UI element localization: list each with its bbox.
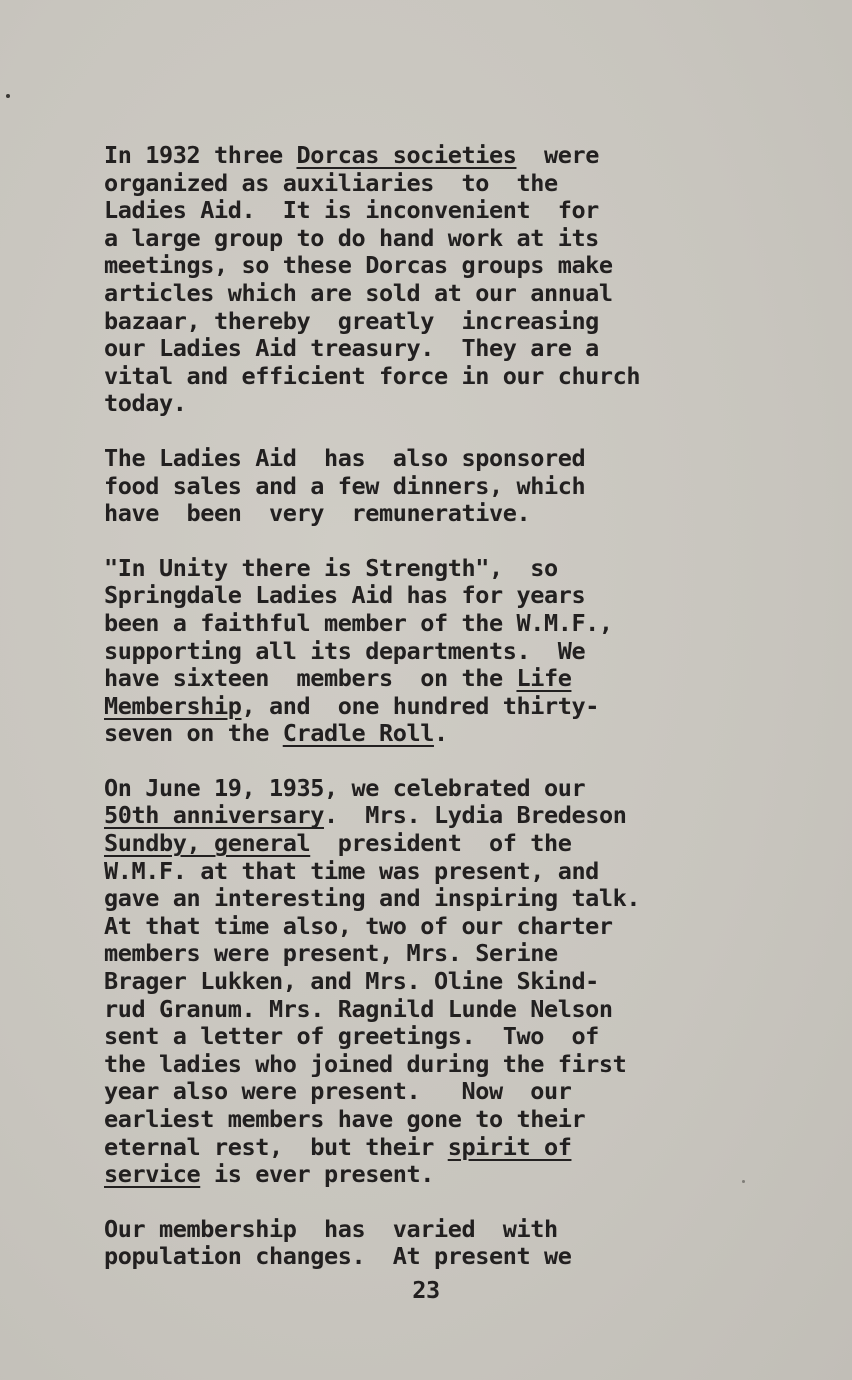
text-line bbox=[104, 445, 804, 473]
text-line bbox=[104, 1078, 804, 1106]
text-run: articles which are sold at our annual bbox=[104, 278, 613, 307]
underlined-text: service bbox=[104, 1160, 201, 1189]
text-run: earliest members have gone to their bbox=[104, 1105, 586, 1133]
underlined-text: Membership bbox=[104, 691, 242, 720]
text-line bbox=[104, 308, 804, 336]
text-run: Our membership has varied with bbox=[104, 1214, 558, 1243]
underlined-text: Dorcas societies bbox=[296, 141, 517, 169]
text-run: "In Unity there is Strength", so bbox=[104, 553, 558, 582]
text-run: . Mrs. Lydia Bredeson bbox=[323, 801, 627, 830]
text-run: In 1932 three bbox=[104, 141, 297, 169]
text-line bbox=[104, 1134, 804, 1162]
text-run: bazaar, thereby greatly increasing bbox=[104, 306, 599, 335]
text-run: year also were present. Now our bbox=[104, 1077, 572, 1106]
text-line bbox=[104, 830, 804, 858]
text-run: today. bbox=[104, 389, 187, 418]
paragraph bbox=[104, 555, 804, 748]
underlined-text: spirit of bbox=[447, 1132, 572, 1161]
text-line bbox=[104, 197, 804, 225]
text-line bbox=[104, 885, 804, 913]
text-line bbox=[104, 858, 804, 886]
text-run: . bbox=[433, 719, 448, 748]
text-line bbox=[104, 363, 804, 391]
text-run: been a faithful member of the W.M.F., bbox=[104, 608, 613, 637]
text-line bbox=[104, 555, 804, 583]
text-run: rud Granum. Mrs. Ragnild Lunde Nelson bbox=[104, 994, 613, 1023]
text-line bbox=[104, 610, 804, 638]
paragraph bbox=[104, 445, 804, 528]
text-run: have sixteen members on the bbox=[104, 664, 517, 693]
text-line bbox=[104, 720, 804, 748]
text-run: Brager Lukken, and Mrs. Oline Skind- bbox=[104, 967, 599, 996]
text-line bbox=[104, 802, 804, 830]
text-line bbox=[104, 390, 804, 418]
text-run: were bbox=[516, 141, 599, 169]
paragraph bbox=[104, 1216, 804, 1271]
underlined-text: Sundby, general bbox=[104, 829, 311, 858]
text-run: eternal rest, but their bbox=[104, 1132, 448, 1161]
text-run: Ladies Aid. It is inconvenient for bbox=[104, 196, 599, 225]
text-run: seven on the bbox=[104, 719, 283, 748]
page-number: 23 bbox=[412, 1276, 440, 1304]
paragraph bbox=[104, 775, 804, 1189]
text-line bbox=[104, 693, 804, 721]
text-run: The Ladies Aid has also sponsored bbox=[104, 443, 586, 472]
text-line bbox=[104, 665, 804, 693]
text-line bbox=[104, 1051, 804, 1079]
text-line bbox=[104, 335, 804, 363]
text-line bbox=[104, 582, 804, 610]
text-run: At that time also, two of our charter bbox=[104, 911, 613, 940]
text-line bbox=[104, 775, 804, 803]
text-line bbox=[104, 968, 804, 996]
text-run: supporting all its departments. We bbox=[104, 636, 586, 665]
underlined-text: Cradle Roll bbox=[282, 719, 434, 748]
paper-speck bbox=[6, 94, 10, 98]
body-text bbox=[104, 142, 804, 1298]
text-line bbox=[104, 940, 804, 968]
text-line bbox=[104, 500, 804, 528]
text-line bbox=[104, 996, 804, 1024]
paragraph bbox=[104, 142, 804, 418]
text-run: members were present, Mrs. Serine bbox=[104, 939, 558, 968]
text-run: the ladies who joined during the first bbox=[104, 1049, 627, 1078]
underlined-text: Life bbox=[516, 664, 572, 693]
underlined-text: 50th anniversary bbox=[104, 801, 324, 830]
text-line bbox=[104, 1023, 804, 1051]
text-run: sent a letter of greetings. Two of bbox=[104, 1022, 599, 1051]
text-run: gave an interesting and inspiring talk. bbox=[104, 884, 641, 913]
text-line bbox=[104, 473, 804, 501]
text-run: , and one hundred thirty- bbox=[241, 691, 599, 720]
text-run: president of the bbox=[310, 829, 572, 858]
text-line bbox=[104, 638, 804, 666]
text-run: W.M.F. at that time was present, and bbox=[104, 856, 599, 885]
text-run: a large group to do hand work at its bbox=[104, 223, 599, 252]
text-run: meetings, so these Dorcas groups make bbox=[104, 251, 613, 280]
text-run: organized as auxiliaries to the bbox=[104, 168, 558, 197]
text-run: population changes. At present we bbox=[104, 1242, 572, 1271]
text-run: Springdale Ladies Aid has for years bbox=[104, 581, 586, 610]
text-run: have been very remunerative. bbox=[104, 499, 531, 528]
text-line bbox=[104, 1106, 804, 1134]
text-line bbox=[104, 170, 804, 198]
text-line bbox=[104, 252, 804, 280]
text-run: food sales and a few dinners, which bbox=[104, 471, 586, 500]
text-line bbox=[104, 1216, 804, 1244]
text-run: vital and efficient force in our church bbox=[104, 361, 641, 390]
text-line bbox=[104, 1243, 804, 1271]
text-line bbox=[104, 225, 804, 253]
text-run: is ever present. bbox=[200, 1160, 434, 1189]
text-line bbox=[104, 1161, 804, 1189]
text-line bbox=[104, 913, 804, 941]
text-run: our Ladies Aid treasury. They are a bbox=[104, 334, 599, 363]
text-line bbox=[104, 142, 804, 170]
text-line bbox=[104, 280, 804, 308]
text-run: On June 19, 1935, we celebrated our bbox=[104, 773, 586, 802]
